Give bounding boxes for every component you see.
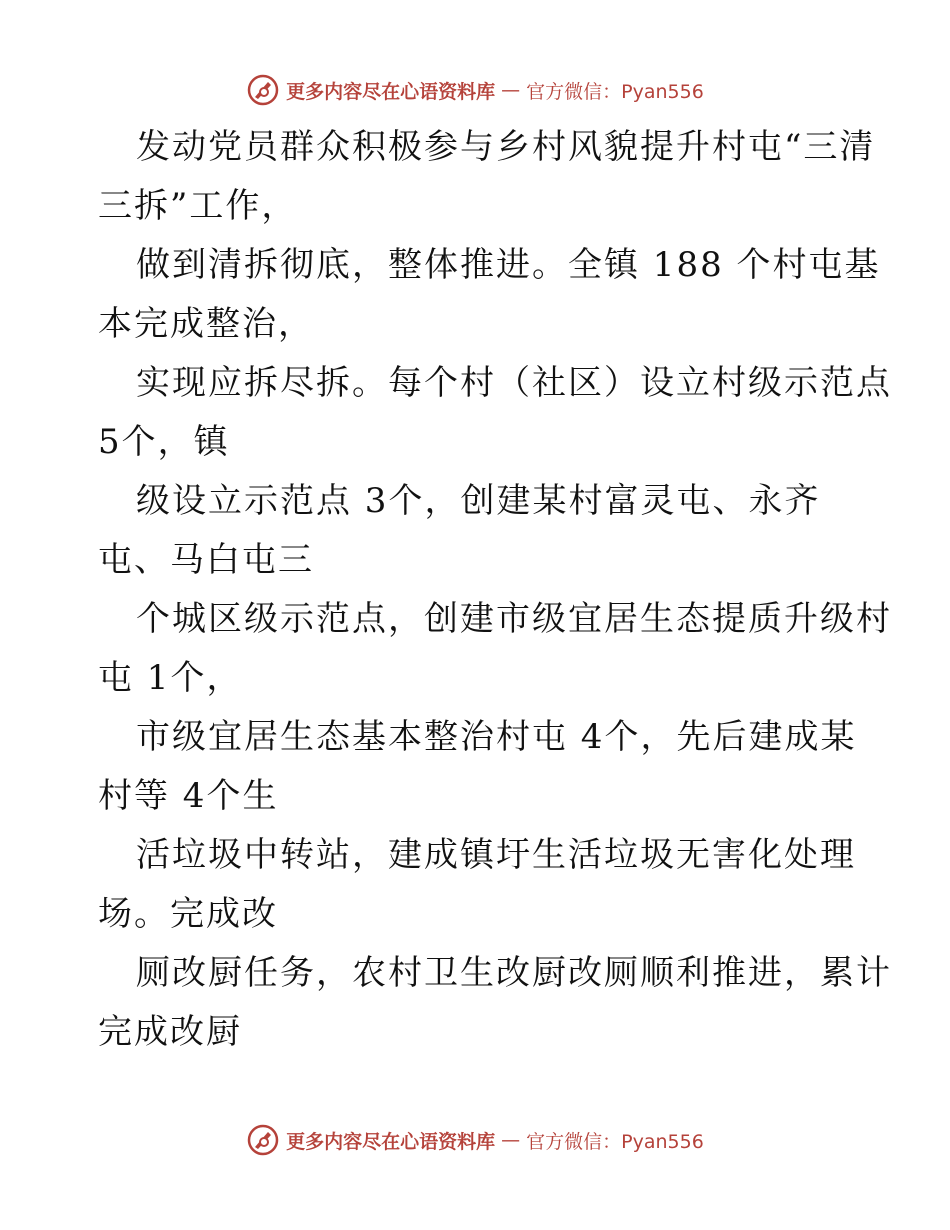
text-line: 场。完成改 [98, 894, 278, 934]
text-line: 5个，镇 [98, 422, 230, 462]
text-line: 实现应拆尽拆。每个村（社区）设立村级示范点 [136, 363, 892, 403]
banner-separator: — [501, 1129, 521, 1151]
wechat-id-text: 官方微信：Pyan556 [526, 80, 704, 103]
text-line: 厕改厨任务，农村卫生改厨改厕顺利推进，累计 [136, 953, 892, 993]
text-line: 村等 4个生 [98, 776, 279, 816]
text-line: 市级宜居生态基本整治村屯 4个，先后建成某 [136, 717, 857, 757]
text-line: 做到清拆彻底，整体推进。全镇 188 个村屯基 [136, 245, 881, 285]
text-line: 完成改厨 [98, 1012, 242, 1052]
quill-seal-icon [246, 73, 280, 107]
site-name-text: 更多内容尽在心语资料库 [286, 80, 496, 103]
text-line: 屯、马白屯三 [98, 540, 314, 580]
banner-separator: — [501, 79, 521, 101]
text-line: 屯 1个， [98, 658, 243, 698]
header-watermark-banner [0, 70, 950, 110]
text-line: 三拆”工作， [98, 186, 298, 226]
quill-seal-icon [246, 1123, 280, 1157]
site-name-text: 更多内容尽在心语资料库 [286, 1130, 496, 1153]
text-line: 本完成整治， [98, 304, 314, 344]
text-line: 级设立示范点 3个，创建某村富灵屯、永齐 [136, 481, 821, 521]
text-line: 活垃圾中转站，建成镇圩生活垃圾无害化处理 [136, 835, 856, 875]
text-line: 个城区级示范点，创建市级宜居生态提质升级村 [136, 599, 892, 639]
body-paragraphs [98, 118, 892, 1062]
text-line: 发动党员群众积极参与乡村风貌提升村屯“三清 [136, 127, 876, 167]
wechat-id-text: 官方微信：Pyan556 [526, 1130, 704, 1153]
footer-watermark-banner [0, 1120, 950, 1160]
